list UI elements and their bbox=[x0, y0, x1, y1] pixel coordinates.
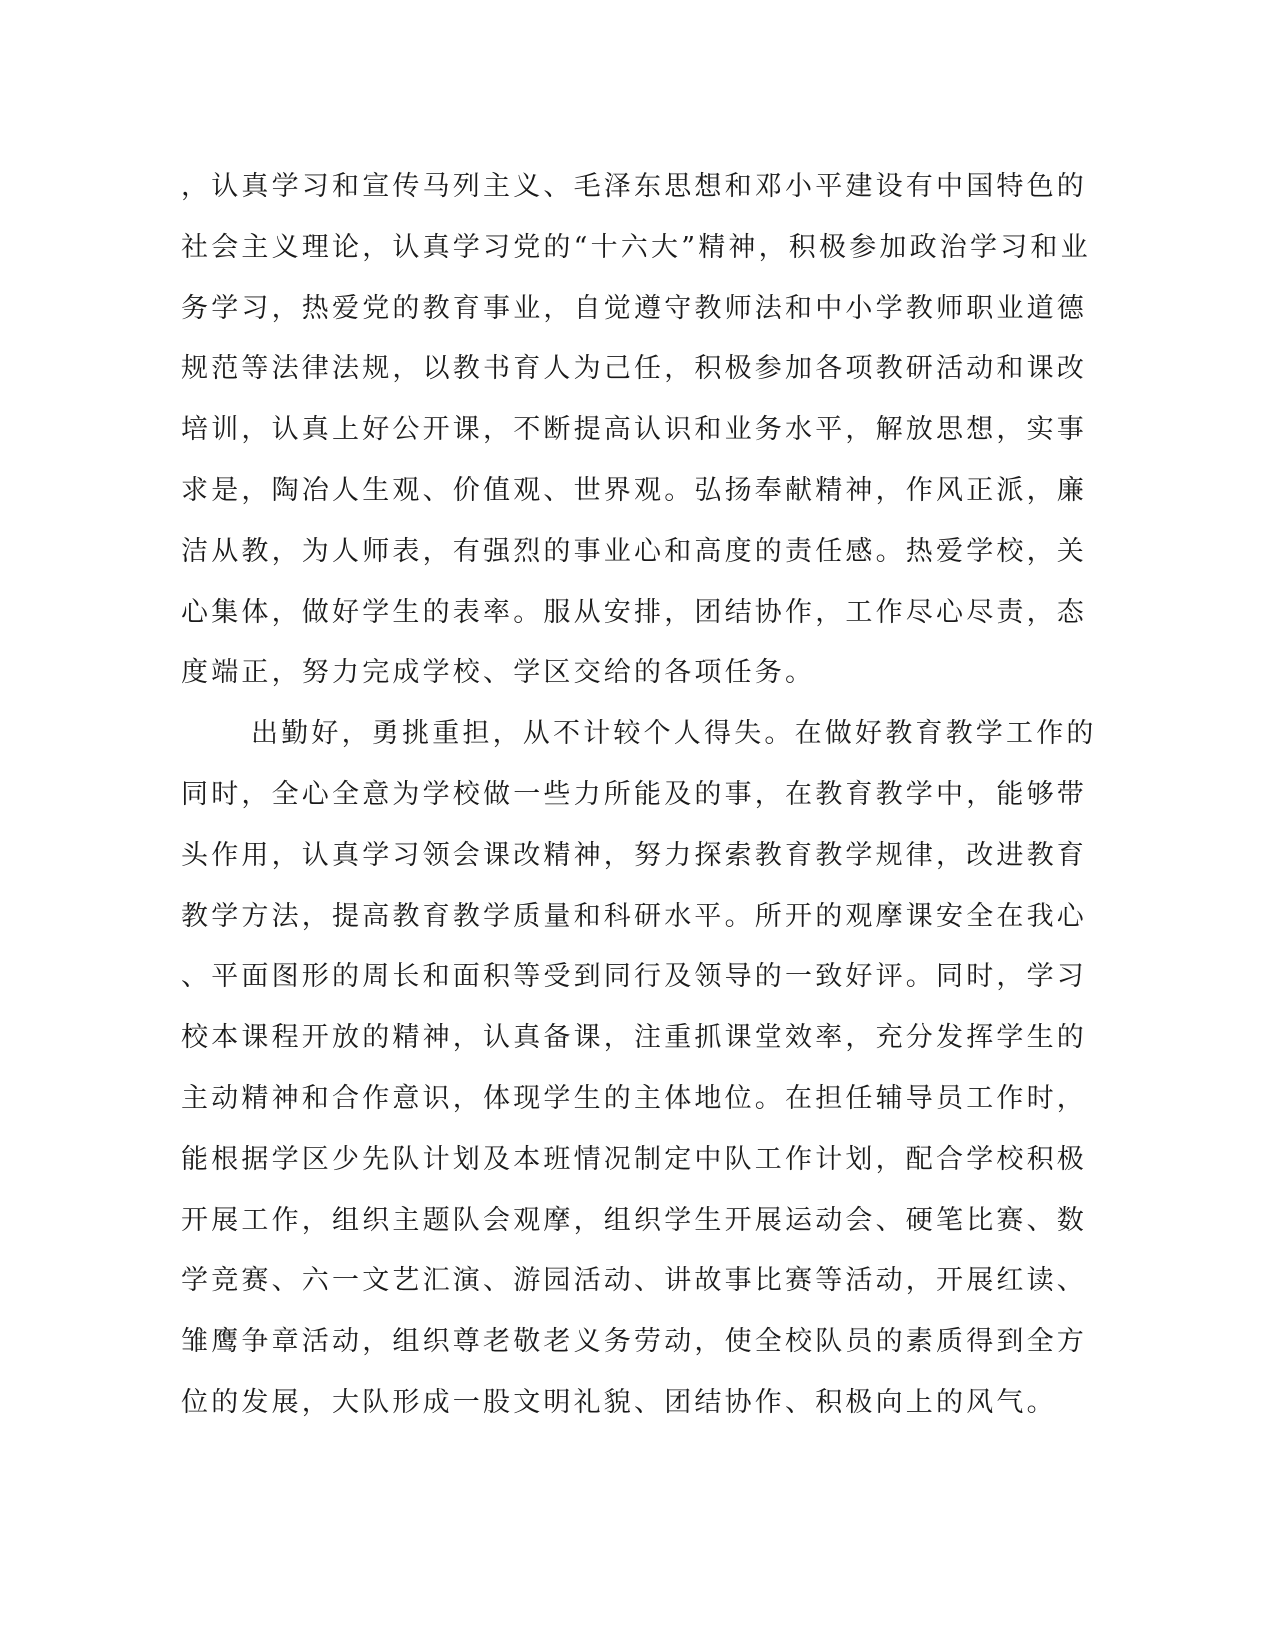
text-line: 主动精神和合作意识，体现学生的主体地位。在担任辅导员工作时， bbox=[181, 1082, 1087, 1114]
text-line: 同时，全心全意为学校做一些力所能及的事，在教育教学中，能够带 bbox=[181, 778, 1087, 810]
text-line: 能根据学区少先队计划及本班情况制定中队工作计划，配合学校积极 bbox=[181, 1143, 1087, 1175]
paragraph-first-line: 出勤好，勇挑重担，从不计较个人得失。在做好教育教学工作的 bbox=[251, 718, 1097, 750]
text-line: 社会主义理论，认真学习党的“十六大”精神，积极参加政治学习和业 bbox=[181, 231, 1091, 263]
text-line: 头作用，认真学习领会课改精神，努力探索教育教学规律，改进教育 bbox=[181, 839, 1087, 871]
text-line: 学竞赛、六一文艺汇演、游园活动、讲故事比赛等活动，开展红读、 bbox=[181, 1265, 1087, 1297]
text-line: 求是，陶冶人生观、价值观、世界观。弘扬奉献精神，作风正派，廉 bbox=[181, 474, 1087, 506]
text-line: 位的发展，大队形成一股文明礼貌、团结协作、积极向上的风气。 bbox=[181, 1386, 1057, 1418]
text-line: 规范等法律法规，以教书育人为己任，积极参加各项教研活动和课改 bbox=[181, 353, 1087, 385]
text-line: 洁从教，为人师表，有强烈的事业心和高度的责任感。热爱学校，关 bbox=[181, 535, 1087, 567]
text-line: 务学习，热爱党的教育事业，自觉遵守教师法和中小学教师职业道德 bbox=[181, 292, 1087, 324]
text-line: 雏鹰争章活动，组织尊老敬老义务劳动，使全校队员的素质得到全方 bbox=[181, 1326, 1087, 1358]
text-line: 教学方法，提高教育教学质量和科研水平。所开的观摩课安全在我心 bbox=[181, 900, 1087, 932]
text-line: 校本课程开放的精神，认真备课，注重抓课堂效率，充分发挥学生的 bbox=[181, 1022, 1087, 1054]
text-line: 培训，认真上好公开课，不断提高认识和业务水平，解放思想，实事 bbox=[181, 414, 1087, 446]
text-line: 度端正，努力完成学校、学区交给的各项任务。 bbox=[181, 657, 816, 689]
text-line: ，认真学习和宣传马列主义、毛泽东思想和邓小平建设有中国特色的 bbox=[181, 171, 1087, 202]
text-line: 开展工作，组织主题队会观摩，组织学生开展运动会、硬笔比赛、数 bbox=[181, 1204, 1087, 1236]
text-line: 心集体，做好学生的表率。服从安排，团结协作，工作尽心尽责，态 bbox=[181, 596, 1087, 628]
body-text bbox=[181, 157, 1097, 1434]
text-line: 、平面图形的周长和面积等受到同行及领导的一致好评。同时，学习 bbox=[181, 961, 1087, 993]
